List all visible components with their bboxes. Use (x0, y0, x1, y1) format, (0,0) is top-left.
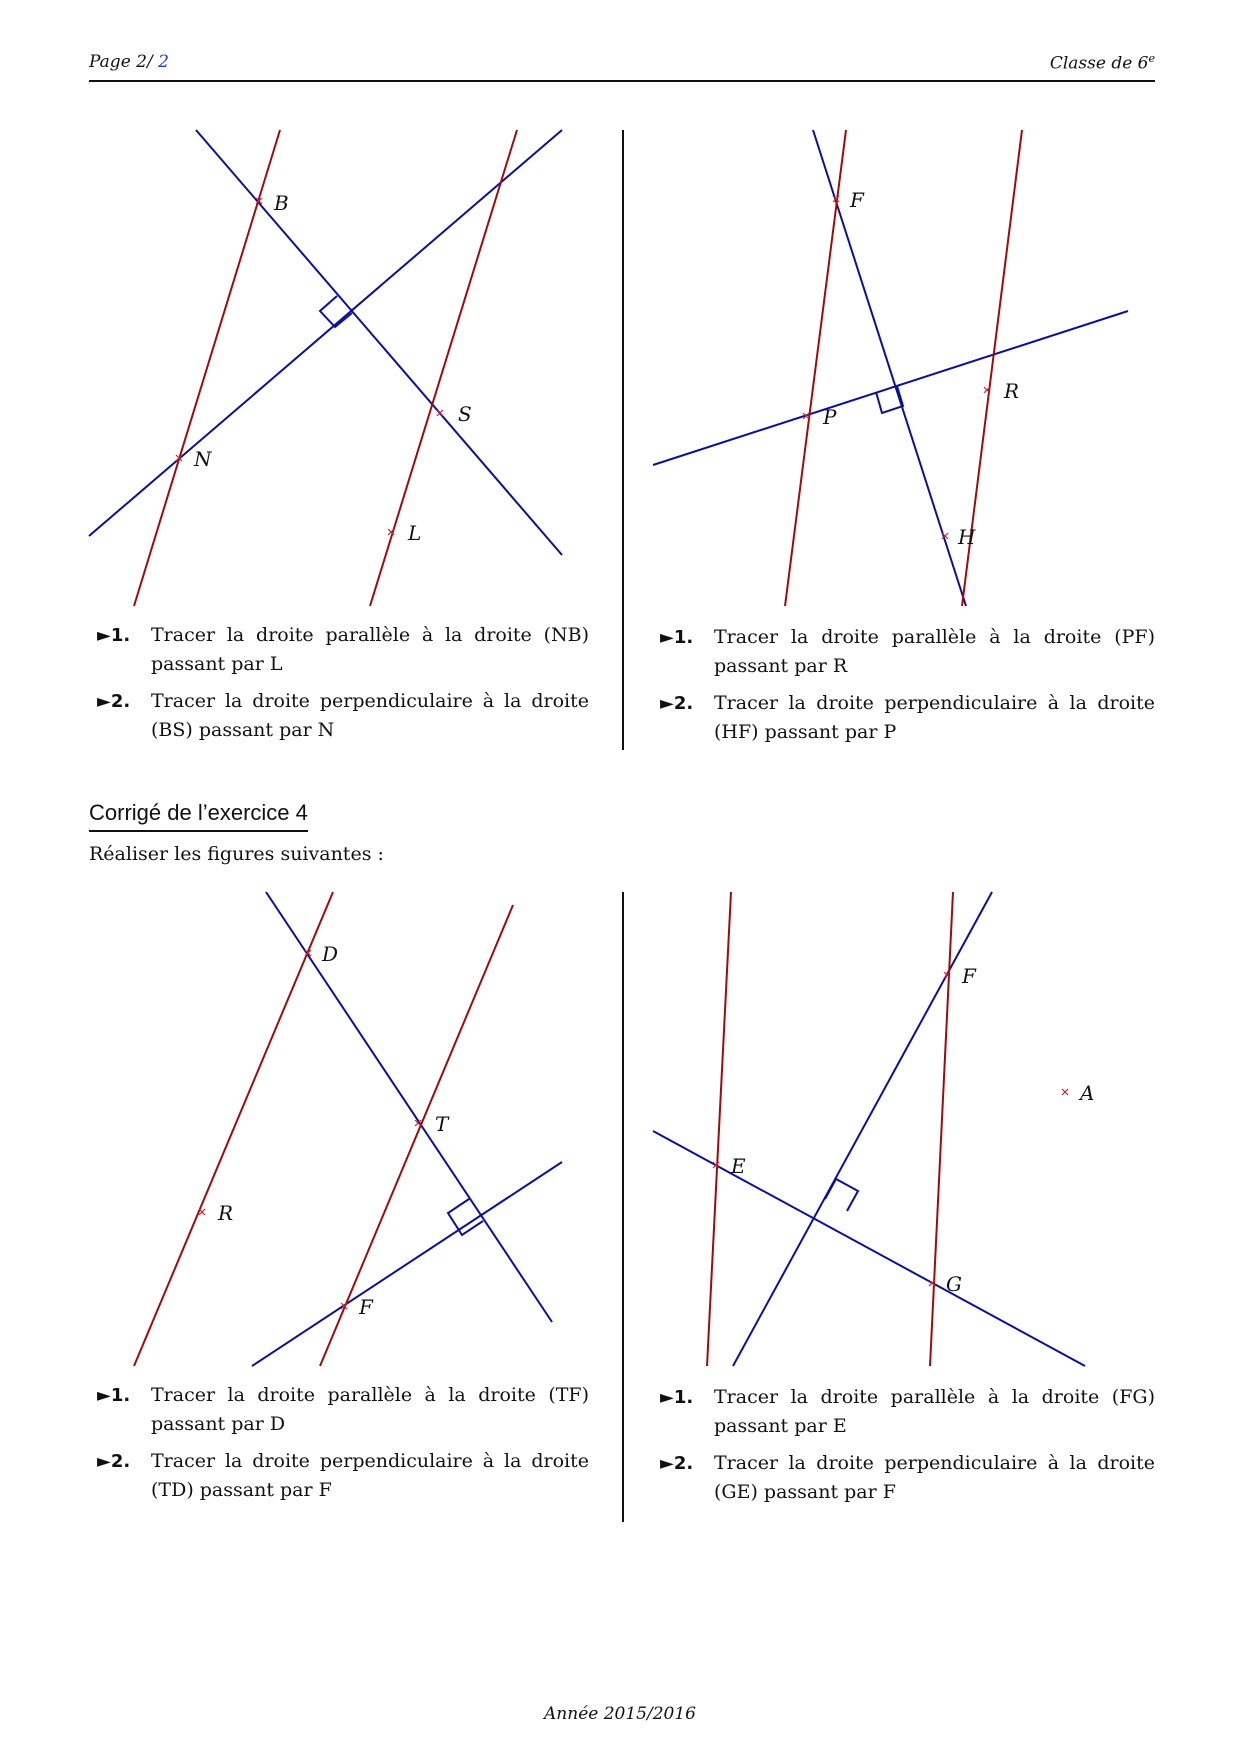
point-label-l: L (408, 521, 422, 545)
item-number: ►2. (97, 1451, 131, 1472)
list-item (652, 1449, 1155, 1507)
list-item (652, 1383, 1155, 1441)
right-angle-mark (825, 1179, 858, 1211)
item-text: Tracer la droite perpendiculaire à la droite (BS) passant par N (151, 690, 589, 741)
point-label-g: G (946, 1272, 962, 1296)
item-text: Tracer la droite perpendiculaire à la droite (TD) passant par F (151, 1450, 589, 1501)
item-number: ►2. (660, 1453, 694, 1474)
point-label-f: F (850, 188, 864, 212)
line-parallel-e (707, 892, 731, 1366)
point-label-e: E (731, 1154, 746, 1178)
point-label-d: D (322, 942, 339, 966)
item-number: ►1. (660, 627, 694, 648)
point-label-f: F (359, 1295, 373, 1319)
item-number: ►1. (660, 1387, 694, 1408)
item-number: ►2. (97, 691, 131, 712)
item-text: Tracer la droite perpendiculaire à la droite (GE) passant par F (714, 1452, 1155, 1503)
point-label-p: P (823, 405, 837, 429)
point-label-b: B (274, 191, 289, 215)
point-label-r: R (1004, 379, 1020, 403)
point-label-r: R (218, 1201, 234, 1225)
point-label-n: N (194, 447, 212, 471)
item-number: ►1. (97, 1385, 131, 1406)
class-text: Classe de 6 (1049, 53, 1149, 74)
section-intro: Réaliser les figures suivantes : (89, 843, 384, 865)
item-text: Tracer la droite perpendiculaire à la droite (HF) passant par P (714, 692, 1155, 743)
point-label-f: F (962, 964, 976, 988)
item-text: Tracer la droite parallèle à la droite (FG) passant par E (714, 1386, 1155, 1437)
section-title: Corrigé de l’exercice 4 (89, 800, 308, 832)
item-number: ►1. (97, 625, 131, 646)
instructions-bottom-right (652, 1383, 1155, 1515)
item-text: Tracer la droite parallèle à la droite (NB) passant par L (151, 624, 589, 675)
item-text: Tracer la droite parallèle à la droite (PF) passant par R (714, 626, 1155, 677)
page-prefix: Page 2/ (89, 52, 159, 72)
point-label-t: T (435, 1112, 449, 1136)
point-label-h: H (958, 525, 976, 549)
page-total-link[interactable]: 2 (158, 52, 169, 72)
item-number: ►2. (660, 693, 694, 714)
class-sup: e (1148, 52, 1155, 65)
point-label-s: S (458, 402, 472, 426)
cross-mark-a (1062, 1089, 1068, 1095)
page-footer: Année 2015/2016 (544, 1704, 696, 1724)
point-label-a: A (1080, 1081, 1095, 1105)
item-text: Tracer la droite parallèle à la droite (TF) passant par D (151, 1384, 589, 1435)
